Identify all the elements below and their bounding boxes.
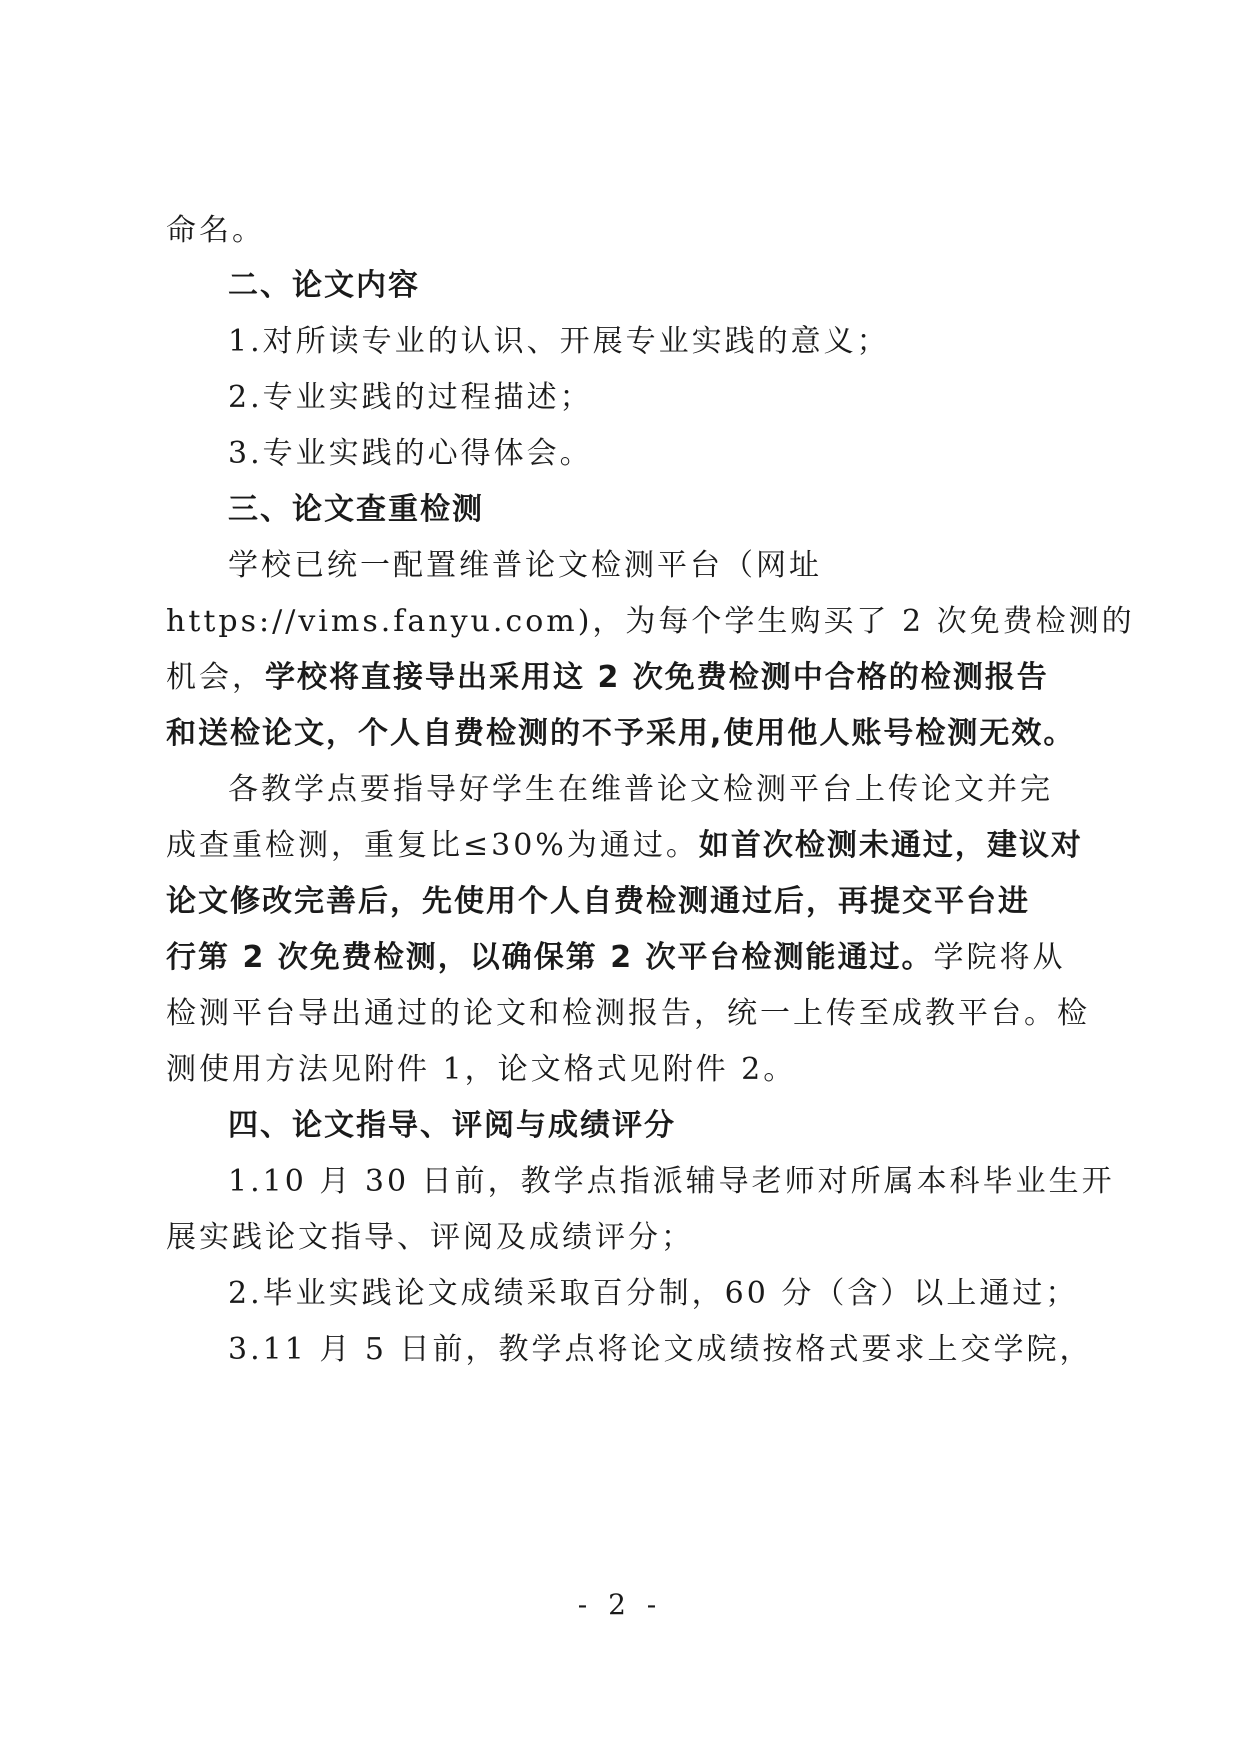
bold-text: 学校将直接导出采用这 2 次免费检测中合格的检测报告	[265, 660, 1049, 695]
paragraph-line	[166, 938, 1066, 978]
paragraph-line	[166, 826, 1083, 866]
page-number: - 2 -	[577, 1588, 663, 1621]
text-line: 命名。	[166, 213, 265, 248]
normal-text: 成查重检测，重复比≤30%为通过。	[166, 828, 699, 863]
paragraph-line: 检测平台导出通过的论文和检测报告，统一上传至成教平台。检	[166, 996, 1090, 1031]
paragraph-line	[166, 658, 1049, 698]
paragraph-line: 各教学点要指导好学生在维普论文检测平台上传论文并完	[228, 772, 1053, 807]
paragraph-line: 学校已统一配置维普论文检测平台（网址	[228, 548, 822, 583]
list-item: 2.毕业实践论文成绩采取百分制，60 分（含）以上通过；	[228, 1276, 1079, 1311]
list-item-continuation: 展实践论文指导、评阅及成绩评分；	[166, 1220, 694, 1255]
normal-text: 机会，	[166, 660, 265, 695]
list-item: 1.对所读专业的认识、开展专业实践的意义；	[228, 324, 890, 359]
bold-text: 如首次检测未通过，建议对	[698, 828, 1083, 863]
list-item: 1.10 月 30 日前，教学点指派辅导老师对所属本科毕业生开	[228, 1164, 1115, 1199]
list-item: 3.11 月 5 日前，教学点将论文成绩按格式要求上交学院，	[228, 1332, 1093, 1367]
paragraph-line: 测使用方法见附件 1，论文格式见附件 2。	[166, 1052, 797, 1087]
section-heading-guidance: 四、论文指导、评阅与成绩评分	[228, 1108, 676, 1143]
bold-paragraph-line: 论文修改完善后，先使用个人自费检测通过后，再提交平台进	[166, 884, 1030, 919]
list-item: 2.专业实践的过程描述；	[228, 380, 593, 415]
section-heading-plagiarism: 三、论文查重检测	[228, 492, 484, 527]
normal-text: 学院将从	[933, 940, 1066, 975]
paragraph-line: https://vims.fanyu.com)，为每个学生购买了 2 次免费检测的	[166, 604, 1135, 639]
section-heading-content: 二、论文内容	[228, 268, 420, 303]
bold-paragraph-line: 和送检论文，个人自费检测的不予采用,使用他人账号检测无效。	[166, 716, 1076, 751]
bold-text: 行第 2 次免费检测，以确保第 2 次平台检测能通过。	[166, 940, 934, 975]
list-item: 3.专业实践的心得体会。	[228, 436, 593, 471]
